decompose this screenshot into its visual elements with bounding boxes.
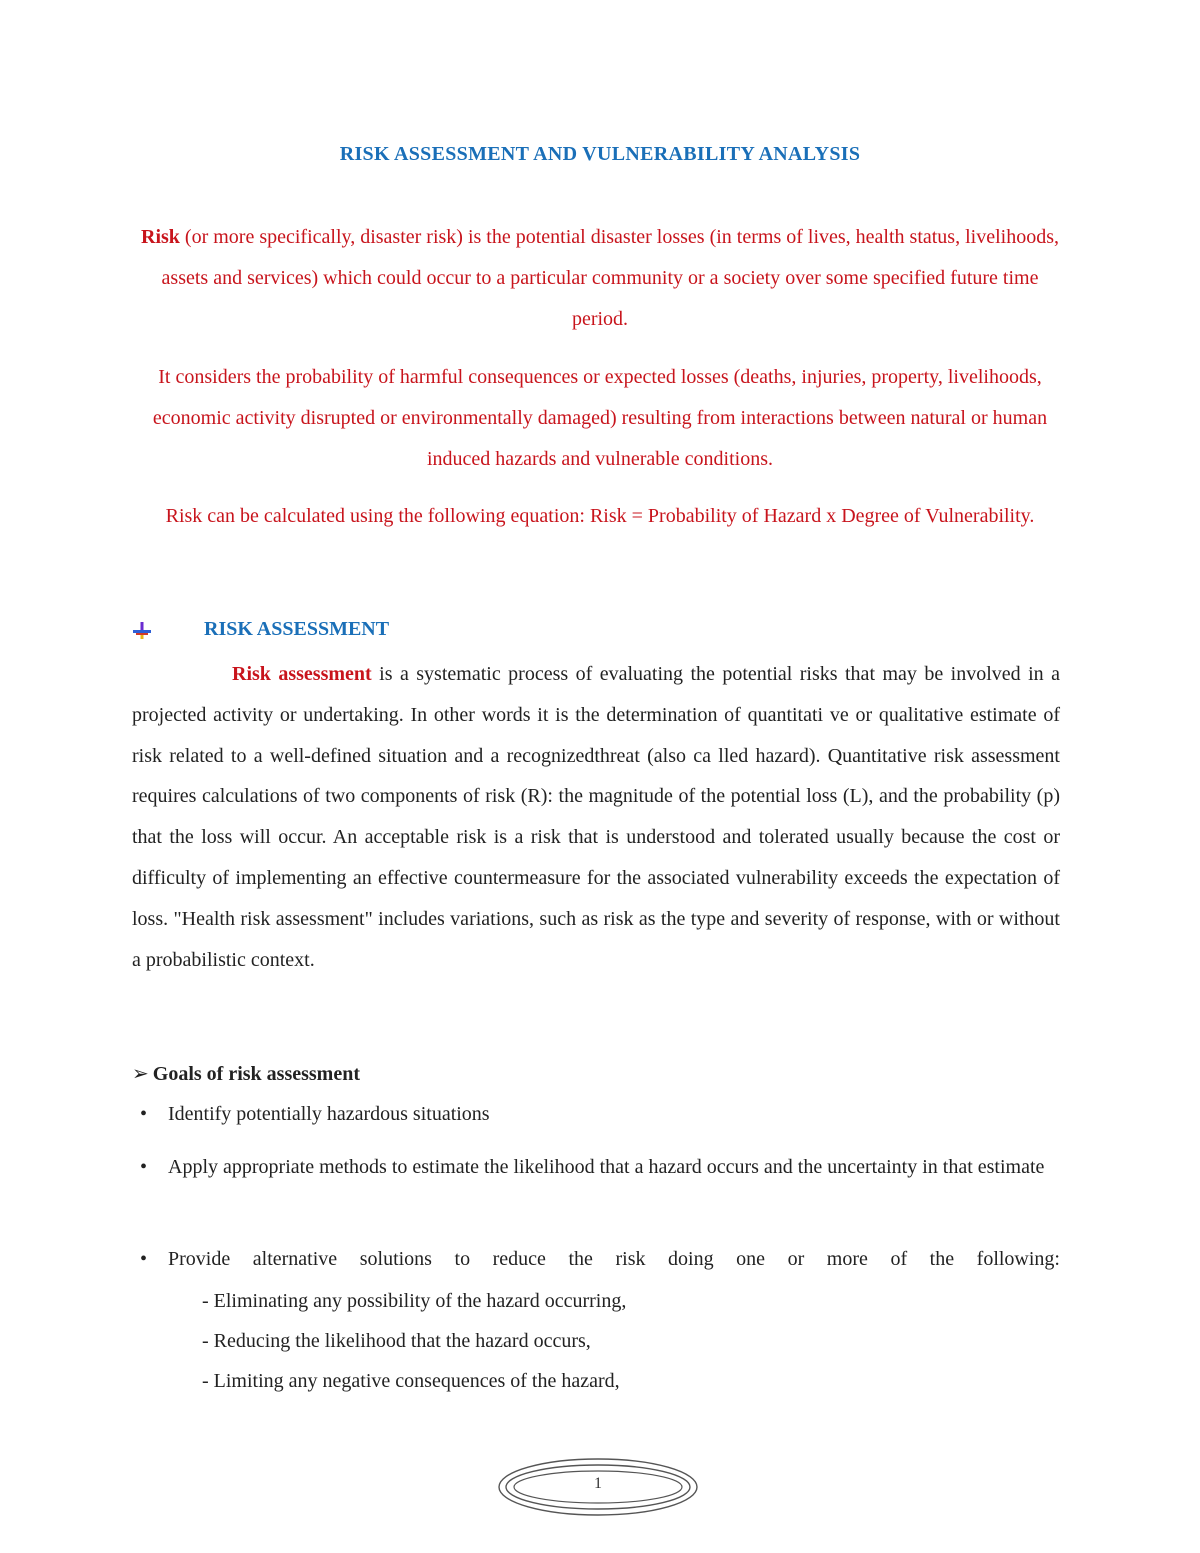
bullet-dot-icon: • (140, 1103, 148, 1125)
intro-paragraph-probability: It considers the probability of harmful consequences or expected losses (deaths, injuries, property, livelihoods, economic activity disrupted or environmentally damaged) resulting from interactions between natural or human induced hazards and vulnerable conditions. (152, 366, 1048, 470)
list-item-text: Provide alternative solutions to reduce the risk doing one or more of the following: (168, 1248, 1060, 1270)
goals-heading-text: Goals of risk assessment (152, 1063, 360, 1085)
intro-paragraph-risk-definition (132, 217, 1068, 340)
list-item (132, 1239, 1060, 1279)
document-title: RISK ASSESSMENT AND VULNERABILITY ANALYSIS (339, 143, 861, 165)
sub-list-item: - Eliminating any possibility of the hazard occurring, (202, 1290, 627, 1312)
goals-heading (132, 1061, 360, 1086)
intro-paragraph-equation: Risk can be calculated using the following equation: Risk = Probability of Hazard x Degree of Vulnerability. (165, 505, 1035, 527)
page-number: 1 (594, 1475, 602, 1492)
risk-term: Risk (141, 226, 180, 248)
section-heading-text: RISK ASSESSMENT (204, 618, 390, 640)
section-heading-risk-assessment (130, 618, 730, 648)
bullet-dot-icon: • (140, 1248, 148, 1270)
sub-list-item: - Limiting any negative consequences of the hazard, (202, 1370, 620, 1392)
list-item (132, 1147, 1060, 1187)
list-item (132, 1094, 1060, 1134)
page-number-badge (496, 1456, 700, 1518)
risk-assessment-body: is a systematic process of evaluating the potential risks that may be involved in a projected activity or undertaking. In other words it is the determination of quantitati ve or qualitative estimate of risk related to a well-defined situation and a recognizedthreat (also ca lled hazard). Quantitative risk assessment requires calculations of two components of risk (R): the magnitude of the potential loss (L), and the probability (p) that the loss will occur. An acceptable risk is a risk that is understood and tolerated usually because the cost or difficulty of implementing an effective countermeasure for the associated vulnerability exceeds the expectation of loss. "Health risk assessment" includes variations, such as risk as the type and severity of response, with or without a probabilistic context. (132, 663, 1060, 971)
bullet-dot-icon: • (140, 1156, 148, 1178)
arrow-bullet-icon: ➢ (132, 1063, 149, 1085)
list-item-text: Apply appropriate methods to estimate the likelihood that a hazard occurs and the uncertainty in that estimate (168, 1156, 1045, 1178)
list-item-text: Identify potentially hazardous situations (168, 1103, 490, 1125)
pushpin-bullet-icon (132, 621, 152, 641)
risk-assessment-term: Risk assessment (232, 663, 372, 685)
risk-definition-text: (or more specifically, disaster risk) is the potential disaster losses (in terms of lives, health status, livelihoods, assets and services) which could occur to a particular community or a society over some specified future time period. (161, 226, 1059, 330)
risk-assessment-paragraph (132, 654, 1060, 980)
sub-list-item: - Reducing the likelihood that the hazard occurs, (202, 1330, 591, 1352)
